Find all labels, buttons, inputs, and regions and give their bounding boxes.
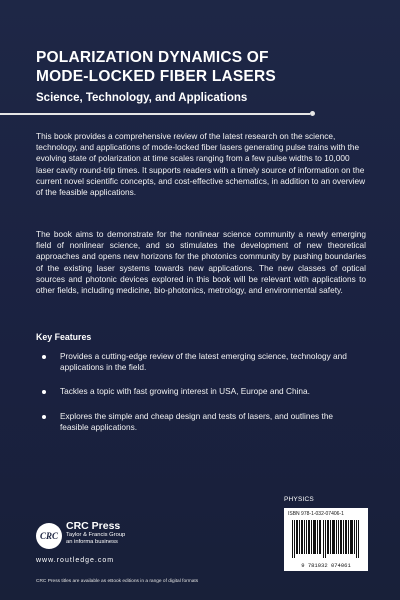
bullet-icon bbox=[42, 415, 46, 419]
key-features-heading: Key Features bbox=[36, 332, 92, 342]
book-subtitle: Science, Technology, and Applications bbox=[36, 92, 248, 104]
bullet-icon bbox=[42, 390, 46, 394]
description-paragraph-2: The book aims to demonstrate for the nonlinear science community a newly emerging field of nonlinear science, and so stimulates the development of new theoretical approaches and opens new horizons for the photonics community by pushing boundaries of the existing laser systems towards new applications. The new classes of optical sources and photonic devices explored in this book will be relevant with applications to other fields, including medicine, bio-photonics, metrology, and environmental safety. bbox=[36, 229, 366, 296]
publisher-name: CRC Press bbox=[66, 520, 121, 532]
divider-dot bbox=[310, 111, 315, 116]
key-feature-item bbox=[42, 351, 362, 373]
book-title bbox=[36, 48, 366, 86]
publisher-block bbox=[66, 520, 125, 546]
key-feature-text: Explores the simple and cheap design and tests of lasers, and outlines the feasible applications. bbox=[60, 410, 334, 432]
barcode-number: 9 781032 074061 bbox=[301, 562, 351, 569]
title-line-1: POLARIZATION DYNAMICS OF bbox=[36, 49, 269, 66]
publisher-group: Taylor & Francis Group bbox=[66, 532, 126, 538]
isbn-text: ISBN 978-1-032-07406-1 bbox=[288, 511, 344, 517]
title-line-2: MODE-LOCKED FIBER LASERS bbox=[36, 68, 276, 85]
description-paragraph-1: This book provides a comprehensive review of the latest research on the science, technology, and applications of mode-locked fiber lasers generating pulse trains with the evolving state of polarization at time scales ranging from a few pulse widths to 10,000 laser cavity round-trip times. It supports readers with a timely source of information on the current novel scientific concepts, and cost-effective schematics, in addition to an overview of the feasible applications. bbox=[36, 131, 366, 198]
key-feature-item bbox=[42, 386, 362, 397]
publisher-website: www.routledge.com bbox=[36, 557, 115, 564]
divider-line bbox=[0, 113, 310, 115]
ebook-note: CRC Press titles are available as eBook editions in a range of digital formats bbox=[36, 579, 199, 584]
key-feature-text: Provides a cutting-edge review of the latest emerging science, technology and applications in the field. bbox=[60, 351, 347, 373]
publisher-business: an informa business bbox=[66, 539, 118, 545]
barcode-box bbox=[284, 508, 368, 571]
title-divider bbox=[0, 113, 400, 114]
subject-category: PHYSICS bbox=[284, 496, 314, 503]
bullet-icon bbox=[42, 355, 46, 359]
crc-logo-icon bbox=[36, 523, 62, 549]
key-features-list bbox=[42, 351, 362, 446]
barcode-icon bbox=[290, 520, 362, 558]
key-feature-text: Tackles a topic with fast growing interest in USA, Europe and China. bbox=[60, 386, 310, 397]
logo-text: CRC bbox=[39, 531, 58, 541]
key-feature-item bbox=[42, 411, 362, 433]
